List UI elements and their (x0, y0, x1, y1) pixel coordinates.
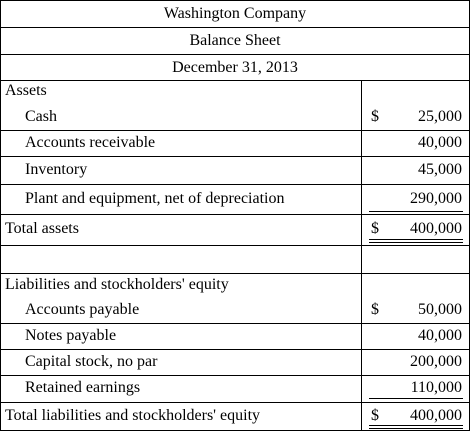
table-row (1, 131, 469, 157)
row-amount: 40,000 (418, 134, 462, 151)
subtotal-underline (369, 211, 463, 212)
total-liabilities-row (1, 403, 469, 430)
currency-symbol: $ (371, 407, 379, 424)
row-label: Notes payable (25, 327, 117, 344)
row-amount: 40,000 (418, 327, 462, 344)
row-amount: 110,000 (410, 379, 462, 396)
liabilities-heading: Liabilities and stockholders' equity (5, 276, 229, 293)
liabilities-heading-row (1, 274, 469, 299)
statement-date: December 31, 2013 (1, 55, 469, 81)
total-double-underline-top (369, 239, 463, 240)
total-label: Total assets (5, 220, 79, 237)
assets-heading-row (1, 81, 469, 106)
total-double-underline-top (369, 425, 463, 426)
table-row (1, 350, 469, 376)
total-label: Total liabilities and stockholders' equity (5, 407, 261, 424)
row-label: Accounts payable (25, 301, 140, 318)
total-double-underline-bottom (369, 428, 463, 429)
row-label: Accounts receivable (25, 134, 156, 151)
table-row (1, 157, 469, 185)
row-label: Inventory (25, 161, 88, 178)
total-amount: 400,000 (410, 407, 462, 424)
table-row (1, 376, 469, 403)
currency-symbol: $ (371, 220, 379, 237)
currency-symbol: $ (371, 108, 379, 125)
total-double-underline-bottom (369, 242, 463, 243)
row-label: Retained earnings (25, 379, 141, 396)
row-amount: 45,000 (418, 161, 462, 178)
row-label: Cash (25, 108, 57, 125)
total-amount: 400,000 (410, 220, 462, 237)
table-row (1, 185, 469, 215)
row-amount: 25,000 (418, 108, 462, 125)
statement-title: Balance Sheet (1, 28, 469, 55)
row-label: Plant and equipment, net of depreciation (25, 190, 285, 207)
row-amount: 290,000 (410, 190, 462, 207)
total-assets-row (1, 215, 469, 246)
row-amount: 50,000 (418, 301, 462, 318)
table-row (1, 324, 469, 350)
assets-heading: Assets (5, 82, 47, 99)
company-name: Washington Company (1, 1, 469, 28)
row-amount: 200,000 (410, 353, 462, 370)
currency-symbol: $ (371, 301, 379, 318)
subtotal-underline (369, 398, 463, 399)
table-row (1, 298, 469, 324)
table-row (1, 105, 469, 131)
row-label: Capital stock, no par (25, 353, 158, 370)
spacer-row (1, 246, 469, 274)
